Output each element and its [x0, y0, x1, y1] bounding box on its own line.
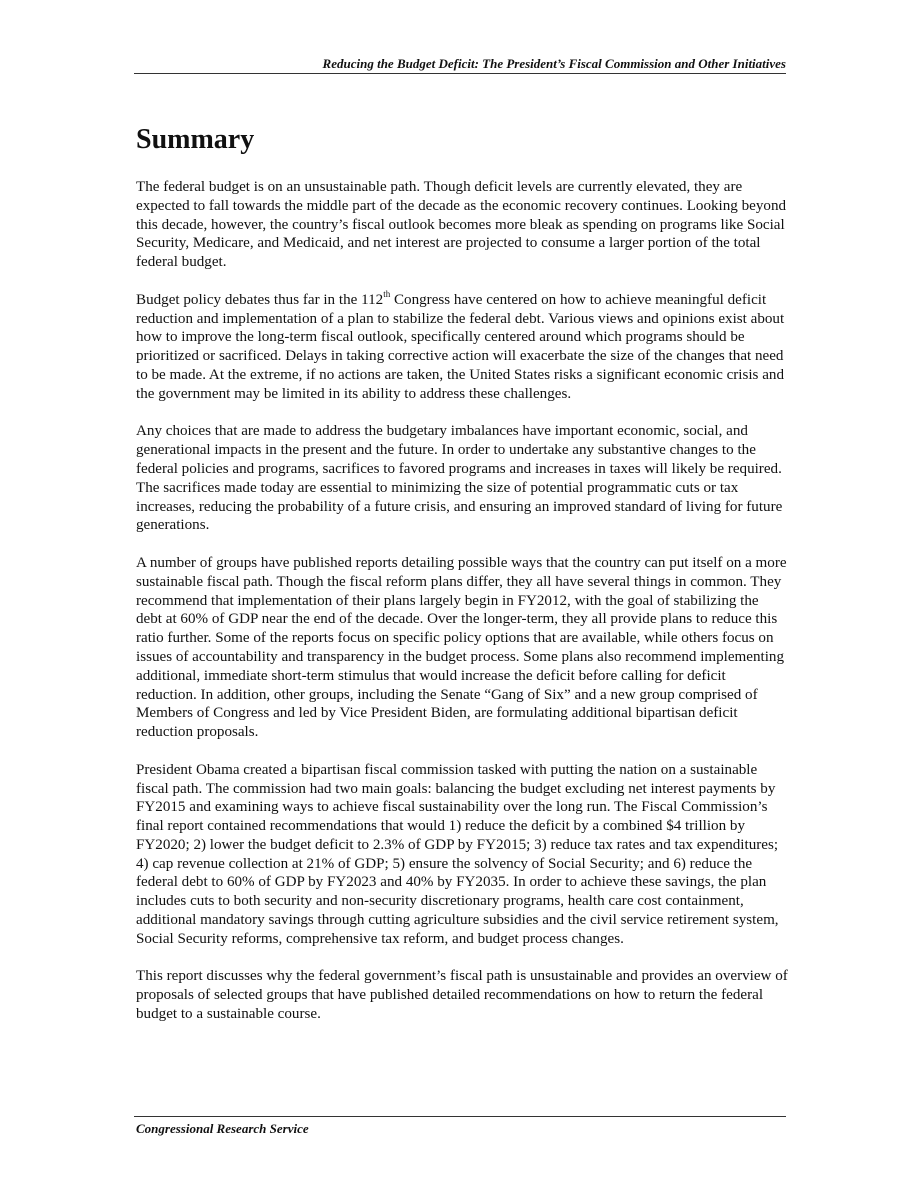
footer-divider: [134, 1116, 786, 1117]
page-title: Summary: [136, 124, 255, 155]
header-divider: [134, 73, 786, 74]
running-header: Reducing the Budget Deficit: The President’s Fiscal Commission and Other Initiatives: [322, 56, 786, 71]
paragraph-3: Any choices that are made to address the budgetary imbalances have important economic, social, and generational impacts in the present and the future. In order to undertake any substantive changes to the federal policies and programs, sacrifices to favored programs and increases in taxes will likely be required. The sacrifices made today are essential to minimizing the size of potential programmatic cuts or tax increases, reducing the probability of a future crisis, and ensuring an improved standard of living for future generations.: [136, 423, 783, 534]
paragraph-2-start: Budget policy debates thus far in the 112: [136, 291, 384, 308]
summary-body: [136, 178, 788, 1043]
paragraph-5: President Obama created a bipartisan fiscal commission tasked with putting the nation on a sustainable fiscal path. The commission had two main goals: balancing the budget excluding net interest payments by FY2015 and examining ways to achieve fiscal sustainability over the long run. The Fiscal Commission’s final report contained recommendations that would 1) reduce the deficit by a combined $4 trillion by FY2020; 2) lower the budget deficit to 2.3% of GDP by FY2015; 3) reduce tax rates and tax expenditures; 4) cap revenue collection at 21% of GDP; 5) ensure the solvency of Social Security; and 6) reduce the federal debt to 60% of GDP by FY2023 and 40% by FY2035. In order to achieve these savings, the plan includes cuts to both security and non-security discretionary programs, health care cost containment, additional mandatory savings through cutting agriculture subsidies and the civil service retirement system, Social Security reforms, comprehensive tax reform, and budget process changes.: [136, 761, 779, 947]
running-footer: Congressional Research Service: [136, 1121, 309, 1136]
ordinal-superscript: th: [383, 288, 391, 299]
paragraph-4: A number of groups have published reports detailing possible ways that the country can put itself on a more sustainable fiscal path. Though the fiscal reform plans differ, they all have several things in common. They recommend that implementation of their plans largely begin in FY2012, with the goal of stabilizing the debt at 60% of GDP near the end of the decade. Over the longer-term, they all provide plans to reduce this ratio further. Some of the reports focus on specific policy options that are available, while others focus on issues of accountability and transparency in the budget process. Some plans also recommend implementing additional, immediate short-term stimulus that would increase the deficit before calling for deficit reduction. In addition, other groups, including the Senate “Gang of Six” and a new group comprised of Members of Congress and led by Vice President Biden, are formulating additional bipartisan deficit reduction proposals.: [136, 554, 787, 741]
paragraph-2-end: Congress have centered on how to achieve meaningful deficit reduction and implementation of a plan to stabilize the federal debt. Various views and opinions exist about how to improve the long-term fiscal outlook, specifically centered around which programs should be prioritized or sacrificed. Delays in taking corrective action will exacerbate the size of the changes that need to be made. At the extreme, if no actions are taken, the United States risks a significant economic crisis and the government may be limited in its ability to address these challenges.: [136, 291, 785, 402]
paragraph-1: The federal budget is on an unsustainable path. Though deficit levels are currently elevated, they are expected to fall towards the middle part of the decade as the economic recovery continues. Looking beyond this decade, however, the country’s fiscal outlook becomes more bleak as spending on programs like Social Security, Medicare, and Medicaid, and net interest are projected to consume a larger portion of the total federal budget.: [136, 179, 787, 271]
paragraph-2: [136, 288, 788, 404]
paragraph-6: This report discusses why the federal government’s fiscal path is unsustainable and provides an overview of proposals of selected groups that have published detailed recommendations on how to return the federal budget to a sustainable course.: [136, 968, 788, 1023]
